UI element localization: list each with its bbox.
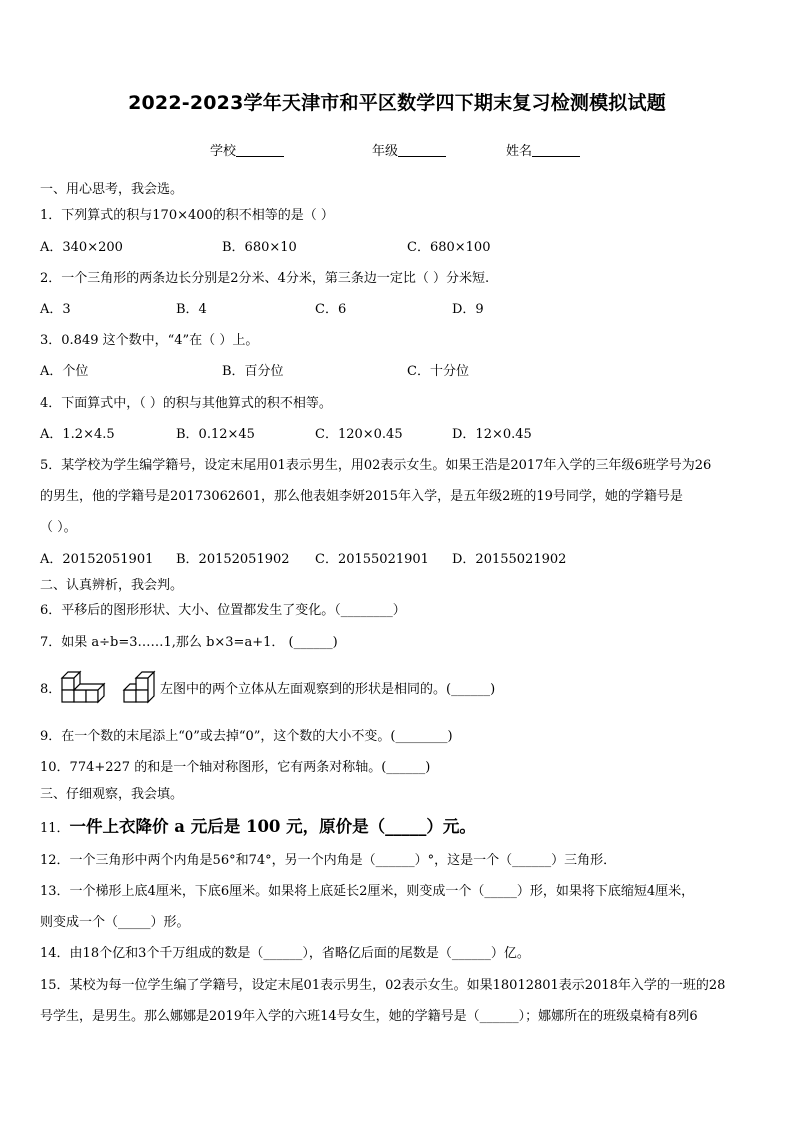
question-9: 9．在一个数的末尾添上“0”或去掉“0”，这个数的大小不变。(________) <box>40 729 453 744</box>
grade-label: 年级 <box>372 144 399 159</box>
q1-option-c[interactable]: C．680×100 <box>407 240 491 255</box>
question-2: 2．一个三角形的两条边长分别是2分米、4分米，第三条边一定比（ ）分米短. <box>40 271 490 286</box>
question-5-line-3: （ ）。 <box>40 520 77 535</box>
cube-figure-1 <box>60 670 106 708</box>
question-15-line-2: 号学生，是男生。那么娜娜是2019年入学的六班14号女生，她的学籍号是（______）；娜娜所在的班级桌椅有8列6 <box>40 1009 698 1024</box>
q3-option-a[interactable]: A．个位 <box>40 364 89 379</box>
q2-option-d[interactable]: D．9 <box>452 302 484 317</box>
q5-option-a[interactable]: A．20152051901 <box>40 552 154 567</box>
q5-option-d[interactable]: D．20155021902 <box>452 552 567 567</box>
q4-option-d[interactable]: D．12×0.45 <box>452 427 532 442</box>
section-heading-1: 一、用心思考，我会选。 <box>40 182 184 197</box>
question-3: 3．0.849 这个数中，“4”在（ ）上。 <box>40 333 259 348</box>
grade-blank[interactable] <box>398 142 446 157</box>
question-4: 4．下面算式中，（ ）的积与其他算式的积不相等。 <box>40 396 332 411</box>
question-11-text: 一件上衣降价 a 元后是 100 元，原价是（_____）元。 <box>69 817 476 836</box>
q4-option-a[interactable]: A．1.2×4.5 <box>40 427 115 442</box>
question-11 <box>40 817 476 839</box>
question-5-line-2: 的男生，他的学籍号是20173062601，那么他表姐李妍2015年入学，是五年级2班的19号同学，她的学籍号是 <box>40 489 683 504</box>
q4-option-b[interactable]: B．0.12×45 <box>176 427 255 442</box>
question-7: 7．如果 a÷b=3……1,那么 b×3=a+1． (______) <box>40 635 338 650</box>
q3-option-c[interactable]: C．十分位 <box>407 364 469 379</box>
name-field <box>506 140 580 159</box>
question-8: 左图中的两个立体从左面观察到的形状是相同的。(______) <box>160 682 496 697</box>
grade-field <box>372 140 446 159</box>
q4-option-c[interactable]: C．120×0.45 <box>315 427 403 442</box>
q5-option-c[interactable]: C．20155021901 <box>315 552 429 567</box>
page-title: 2022-2023学年天津市和平区数学四下期末复习检测模拟试题 <box>128 92 666 114</box>
section-heading-3: 三、仔细观察，我会填。 <box>40 787 184 802</box>
cube-figure-2 <box>122 670 160 708</box>
name-blank[interactable] <box>532 142 580 157</box>
q2-option-a[interactable]: A．3 <box>40 302 71 317</box>
q2-option-c[interactable]: C．6 <box>315 302 347 317</box>
question-13-line-2: 则变成一个（_____）形。 <box>40 915 190 930</box>
q5-option-b[interactable]: B．20152051902 <box>176 552 290 567</box>
question-10: 10．774+227 的和是一个轴对称图形，它有两条对称轴。(______) <box>40 760 431 775</box>
question-1: 1．下列算式的积与170×400的积不相等的是（ ） <box>40 208 334 223</box>
school-label: 学校 <box>210 144 237 159</box>
question-14: 14．由18个亿和3个千万组成的数是（______），省略亿后面的尾数是（______）亿。 <box>40 946 530 961</box>
question-15-line-1: 15．某校为每一位学生编了学籍号，设定末尾01表示男生，02表示女生。如果18012801表示2018年入学的一班的28 <box>40 978 726 993</box>
q1-option-b[interactable]: B．680×10 <box>222 240 297 255</box>
q3-option-b[interactable]: B．百分位 <box>222 364 284 379</box>
q2-option-b[interactable]: B．4 <box>176 302 207 317</box>
school-field <box>210 140 284 159</box>
question-13-line-1: 13．一个梯形上底4厘米，下底6厘米。如果将上底延长2厘米，则变成一个（_____）形，如果将下底缩短4厘米， <box>40 884 695 899</box>
question-11-number: 11． <box>40 821 70 836</box>
question-12: 12．一个三角形中两个内角是56°和74°，另一个内角是（______）°，这是一个（______）三角形． <box>40 853 617 868</box>
section-heading-2: 二、认真辨析，我会判。 <box>40 578 184 593</box>
question-8-number: 8． <box>40 682 62 697</box>
name-label: 姓名 <box>506 144 533 159</box>
question-5-line-1: 5．某学校为学生编学籍号，设定末尾用01表示男生，用02表示女生。如果王浩是2017年入学的三年级6班学号为26 <box>40 458 712 473</box>
school-blank[interactable] <box>236 142 284 157</box>
question-6: 6．平移后的图形形状、大小、位置都发生了变化。（________） <box>40 603 406 618</box>
q1-option-a[interactable]: A．340×200 <box>40 240 123 255</box>
